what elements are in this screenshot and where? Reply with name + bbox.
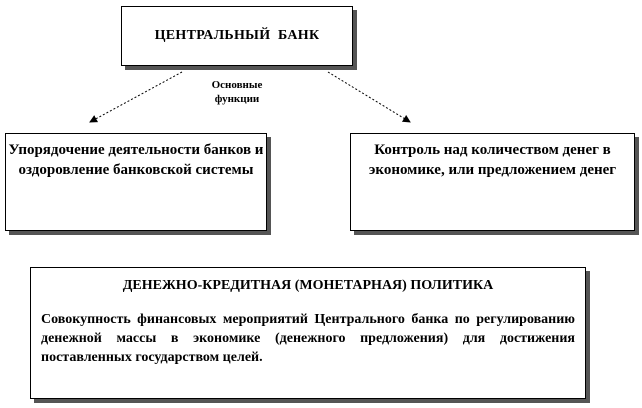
arrow-right [328,72,410,122]
right-function-box [350,133,635,231]
left-function-text: Упорядочение деятельности банков и оздоровление банковской системы [8,142,264,178]
functions-label-line1: Основные [211,79,263,91]
functions-label-line2: функции [214,93,260,105]
central-bank-box [121,6,353,66]
left-function-box [5,133,267,231]
central-bank-label: ЦЕНТРАЛЬНЫЙ БАНК [154,28,320,43]
policy-description: Совокупность финансовых мероприятий Центрального банка по регулированию денежной массы в экономике (денежного предложения) для достижения поставленных государством целей. [41,312,575,365]
functions-label [192,78,282,106]
arrow-left [90,72,182,122]
policy-title: ДЕНЕЖНО-КРЕДИТНАЯ (МОНЕТАРНАЯ) ПОЛИТИКА [122,278,494,293]
monetary-policy-box [30,267,586,399]
right-function-text: Контроль над количеством денег в экономике, или предложением денег [368,142,617,178]
